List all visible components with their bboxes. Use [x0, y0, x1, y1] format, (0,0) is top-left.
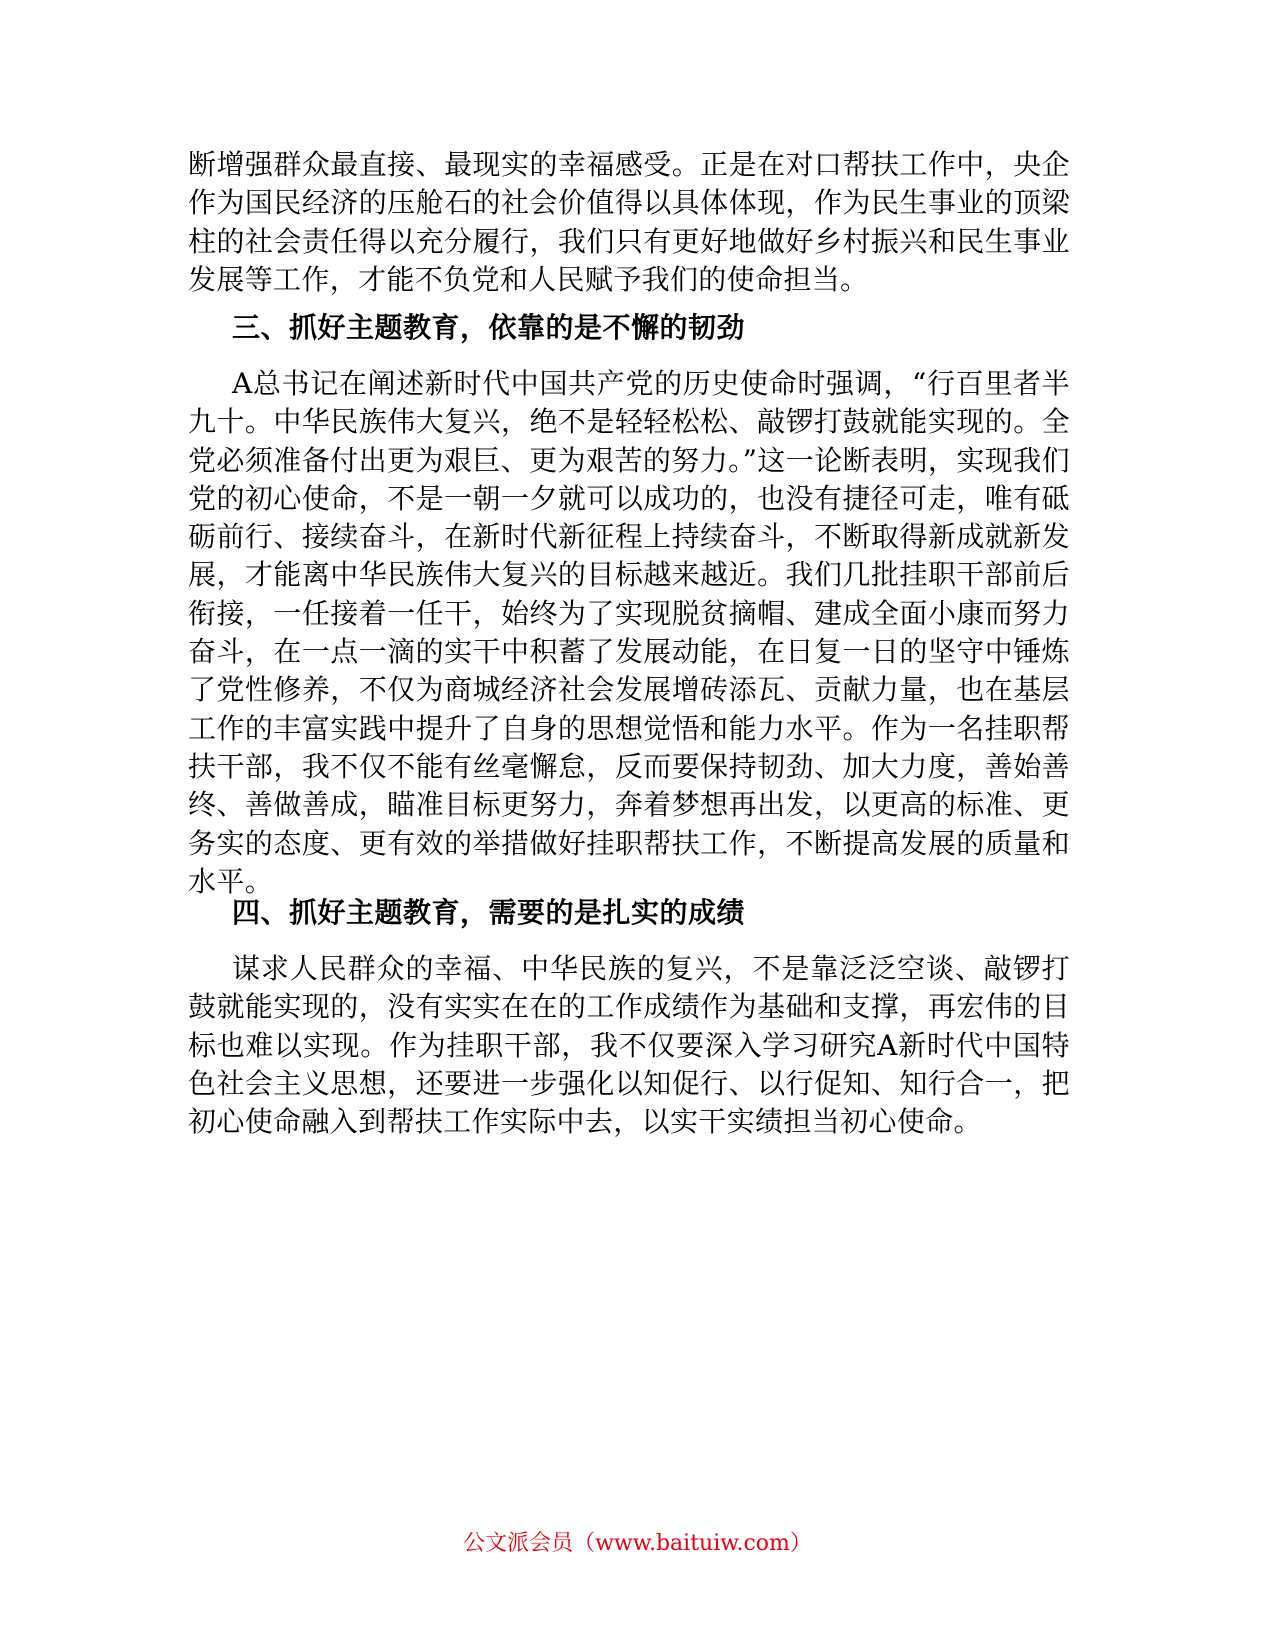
section-heading-3: 三、抓好主题教育，依靠的是不懈的韧劲 [232, 311, 746, 344]
paragraph-continued: 断增强群众最直接、最现实的幸福感受。正是在对口帮扶工作中，央企作为国民经济的压舱石的社会价值得以具体体现，作为民生事业的顶梁柱的社会责任得以充分履行，我们只有更好地做好乡村振兴和民生事业发展等工作，才能不负党和人民赋予我们的使命担当。 [188, 148, 1070, 296]
section-3-paragraph: A总书记在阐述新时代中国共产党的历史使命时强调，“行百里者半九十。中华民族伟大复兴，绝不是轻轻松松、敲锣打鼓就能实现的。全党必须准备付出更为艰巨、更为艰苦的努力。”这一论断表明，实现我们党的初心使命，不是一朝一夕就可以成功的，也没有捷径可走，唯有砥砺前行、接续奋斗，在新时代新征程上持续奋斗，不断取得新成就新发展，才能离中华民族伟大复兴的目标越来越近。我们几批挂职干部前后衔接，一任接着一任干，始终为了实现脱贫摘帽、建成全面小康而努力奋斗，在一点一滴的实干中积蓄了发展动能，在日复一日的坚守中锤炼了党性修养，不仅为商城经济社会发展增砖添瓦、贡献力量，也在基层工作的丰富实践中提升了自身的思想觉悟和能力水平。作为一名挂职帮扶干部，我不仅不能有丝毫懈怠，反而要保持韧劲、加大力度，善始善终、善做善成，瞄准目标更努力，奔着梦想再出发，以更高的标准、更务实的态度、更有效的举措做好挂职帮扶工作，不断提高发展的质量和水平。 [188, 367, 1070, 898]
section-heading-4: 四、抓好主题教育，需要的是扎实的成绩 [232, 896, 746, 929]
footer-watermark-text: 公文派会员（www.baituiw.com） [463, 1531, 812, 1556]
section-4-paragraph: 谋求人民群众的幸福、中华民族的复兴，不是靠泛泛空谈、敲锣打鼓就能实现的，没有实实在在的工作成绩作为基础和支撑，再宏伟的目标也难以实现。作为挂职干部，我不仅要深入学习研究A新时代中国特色社会主义思想，还要进一步强化以知促行、以行促知、知行合一，把初心使命融入到帮扶工作实际中去，以实干实绩担当初心使命。 [188, 952, 1070, 1139]
